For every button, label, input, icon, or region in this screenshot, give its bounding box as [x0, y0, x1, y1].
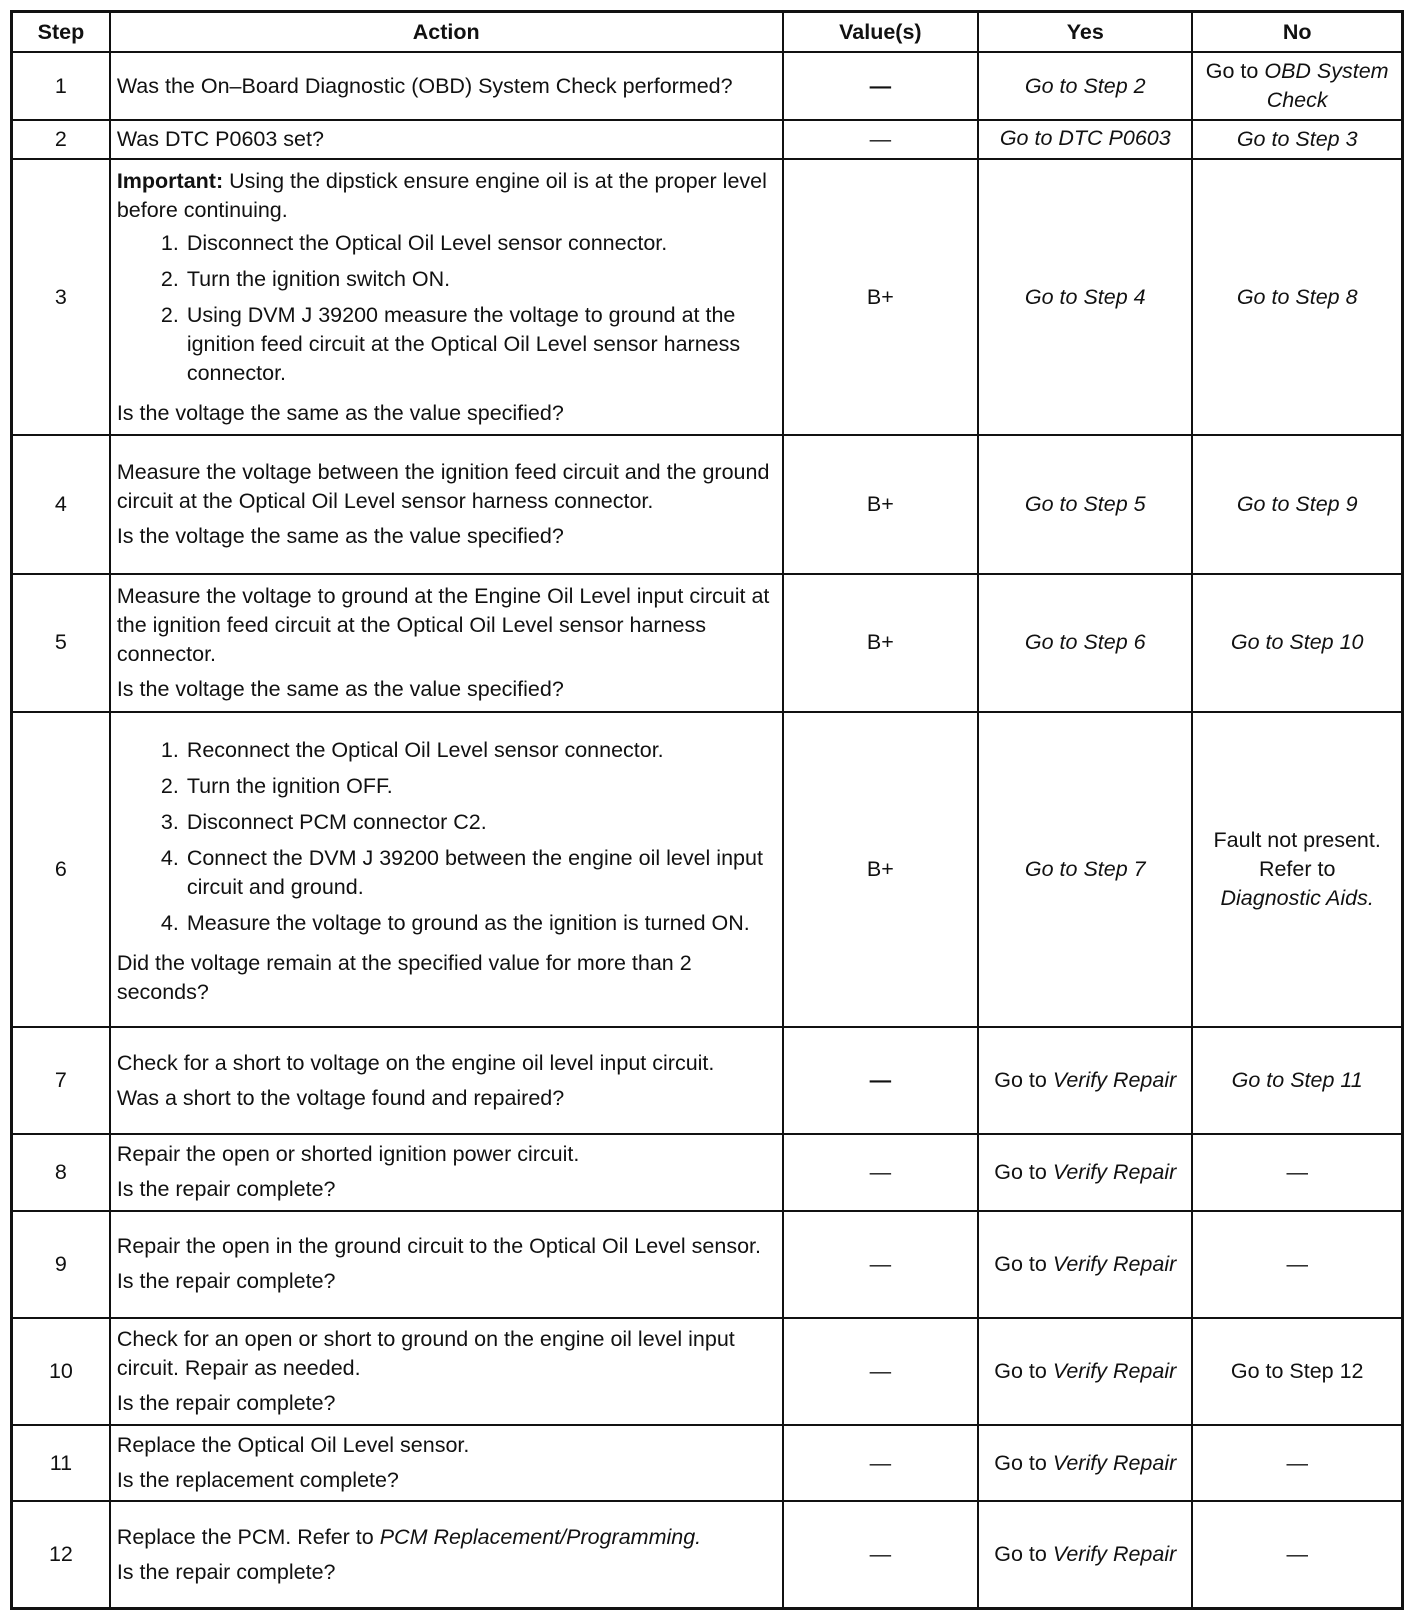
table-row: [12, 574, 1403, 712]
step-number: 2: [12, 120, 110, 159]
value-cell: —: [783, 1318, 979, 1425]
diagnostic-table: [10, 10, 1404, 1610]
step-number: 7: [12, 1027, 110, 1134]
yes-cell: [978, 52, 1192, 120]
no-link[interactable]: Go to Step 3: [1236, 127, 1358, 152]
list-item: 4. Measure the voltage to ground as the ignition is turned ON.: [160, 910, 750, 935]
sub-step-list: [117, 736, 776, 945]
yes-prefix: Go to: [994, 1542, 1047, 1567]
action-cell: [110, 1501, 783, 1608]
step-number: 1: [12, 52, 110, 120]
yes-cell: [978, 1211, 1192, 1318]
no-cell: [1192, 435, 1402, 573]
no-link[interactable]: Go to Step 10: [1230, 630, 1364, 655]
yes-cell: [978, 1134, 1192, 1210]
header-yes: Yes: [978, 12, 1192, 53]
action-cell: [110, 712, 783, 1027]
action-cell: [110, 1425, 783, 1501]
no-cell: [1192, 1027, 1402, 1134]
yes-cell: [978, 435, 1192, 573]
action-text: Measure the voltage between the ignition feed circuit and the ground circuit at the Optical Oil Level sensor harness connector.: [116, 460, 770, 513]
header-values: Value(s): [783, 12, 979, 53]
yes-link[interactable]: Verify Repair: [1052, 1159, 1177, 1184]
yes-link[interactable]: Go to Step 2: [1024, 73, 1146, 98]
no-link[interactable]: Go to Step 8: [1236, 284, 1358, 309]
list-item: 3. Disconnect PCM connector C2.: [160, 809, 487, 834]
question-text: Is the voltage the same as the value specified?: [116, 676, 564, 701]
table-row: [12, 1211, 1403, 1318]
yes-prefix: Go to: [994, 1450, 1047, 1475]
table-row: [12, 159, 1403, 435]
no-cell: [1192, 712, 1402, 1027]
yes-prefix: Go to: [994, 1068, 1047, 1093]
no-link[interactable]: OBD System Check: [1264, 59, 1389, 113]
value-cell: B+: [783, 712, 979, 1027]
header-action: Action: [110, 12, 783, 53]
action-text: Was DTC P0603 set?: [110, 120, 783, 159]
yes-cell: [978, 1318, 1192, 1425]
important-note: [117, 167, 776, 225]
yes-cell: [978, 1501, 1192, 1608]
yes-link[interactable]: Verify Repair: [1052, 1542, 1177, 1567]
yes-cell: [978, 159, 1192, 435]
no-fault-text: Fault not present.: [1213, 827, 1381, 852]
step-number: 8: [12, 1134, 110, 1210]
list-item: 1. Reconnect the Optical Oil Level sensor connector.: [160, 737, 664, 762]
table-row: [12, 712, 1403, 1027]
yes-cell: [978, 574, 1192, 712]
list-item: 2. Using DVM J 39200 measure the voltage to ground at the ignition feed circuit at the Optical Oil Level sensor harness connector.: [160, 302, 741, 385]
table-row: [12, 120, 1403, 159]
no-cell: [1192, 120, 1402, 159]
question-text: Is the voltage the same as the value specified?: [116, 524, 564, 548]
no-cell: —: [1192, 1501, 1402, 1608]
action-cell: [110, 1134, 783, 1210]
action-cell: [110, 574, 783, 712]
value-cell: —: [783, 1027, 979, 1134]
table-row: [12, 52, 1403, 120]
yes-cell: [978, 1425, 1192, 1501]
no-cell: [1192, 159, 1402, 435]
table-row: [12, 1425, 1403, 1501]
action-cell: [110, 159, 783, 435]
header-step: Step: [12, 12, 110, 53]
yes-link[interactable]: Verify Repair: [1052, 1358, 1177, 1383]
header-row: [12, 12, 1403, 53]
value-cell: B+: [783, 435, 979, 573]
yes-cell: [978, 712, 1192, 1027]
value-cell: —: [783, 1134, 979, 1210]
list-item: 4. Connect the DVM J 39200 between the engine oil level input circuit and ground.: [160, 845, 763, 899]
action-link[interactable]: PCM Replacement/Programming.: [379, 1524, 702, 1549]
action-cell: [110, 1027, 783, 1134]
yes-link[interactable]: Verify Repair: [1052, 1450, 1177, 1475]
yes-cell: [978, 120, 1192, 159]
action-text: Was the On–Board Diagnostic (OBD) System Check performed?: [110, 52, 783, 120]
action-cell: [110, 435, 783, 573]
action-text: Check for an open or short to ground on the engine oil level input circuit. Repair as needed.: [116, 1326, 735, 1380]
table-row: [12, 1134, 1403, 1210]
step-number: 3: [12, 159, 110, 435]
action-text: Check for a short to voltage on the engine oil level input circuit.: [116, 1050, 715, 1075]
no-refer-text: Refer to: [1258, 856, 1336, 881]
question-text: Is the repair complete?: [116, 1559, 336, 1584]
action-text: Repair the open or shorted ignition power circuit.: [116, 1142, 580, 1167]
important-label: Important:: [116, 168, 224, 193]
yes-link[interactable]: Go to Step 6: [1024, 630, 1146, 655]
no-cell: [1192, 574, 1402, 712]
action-cell: [110, 1318, 783, 1425]
value-cell: —: [783, 1501, 979, 1608]
question-text: Is the repair complete?: [116, 1269, 336, 1294]
no-cell[interactable]: Go to Step 12: [1192, 1318, 1402, 1425]
step-number: 12: [12, 1501, 110, 1608]
value-cell: B+: [783, 574, 979, 712]
step-number: 4: [12, 435, 110, 573]
list-item: 1. Disconnect the Optical Oil Level sensor connector.: [160, 230, 668, 255]
no-link[interactable]: Go to Step 11: [1231, 1068, 1363, 1093]
list-item: 2. Turn the ignition OFF.: [160, 773, 393, 798]
no-cell: [1192, 52, 1402, 120]
question-text: Is the replacement complete?: [116, 1468, 399, 1493]
no-link[interactable]: Go to Step 9: [1236, 492, 1358, 516]
yes-link[interactable]: Go to Step 4: [1024, 284, 1146, 309]
no-cell: —: [1192, 1211, 1402, 1318]
question-text: Is the repair complete?: [116, 1177, 336, 1202]
step-number: 6: [12, 712, 110, 1027]
yes-link[interactable]: Go to Step 7: [1024, 856, 1146, 881]
action-text: Repair the open in the ground circuit to the Optical Oil Level sensor.: [116, 1234, 761, 1259]
question-text: Was a short to the voltage found and repaired?: [116, 1085, 565, 1110]
yes-prefix: Go to: [994, 1251, 1047, 1276]
value-cell: B+: [783, 159, 979, 435]
yes-link[interactable]: Verify Repair: [1052, 1251, 1177, 1276]
action-text: Replace the Optical Oil Level sensor.: [116, 1433, 470, 1458]
header-no: No: [1192, 12, 1402, 53]
action-cell: [110, 1211, 783, 1318]
sub-step-list: [117, 229, 776, 395]
table-row: [12, 1501, 1403, 1608]
value-cell: —: [783, 120, 979, 159]
important-text: Using the dipstick ensure engine oil is at the proper level before continuing.: [116, 168, 767, 222]
yes-prefix: Go to: [994, 1159, 1047, 1184]
no-cell: —: [1192, 1134, 1402, 1210]
question-text: Is the voltage the same as the value specified?: [116, 400, 564, 425]
value-cell: —: [783, 52, 979, 120]
action-text: Measure the voltage to ground at the Engine Oil Level input circuit at the ignition feed circuit at the Optical Oil Level sensor harness connector.: [116, 583, 770, 666]
question-text: Is the repair complete?: [116, 1390, 336, 1415]
value-cell: —: [783, 1211, 979, 1318]
step-number: 5: [12, 574, 110, 712]
yes-link[interactable]: Go to Step 5: [1024, 492, 1146, 516]
yes-cell: [978, 1027, 1192, 1134]
value-cell: —: [783, 1425, 979, 1501]
yes-link[interactable]: Verify Repair: [1052, 1068, 1177, 1093]
table-row: [12, 435, 1403, 573]
list-item: 2. Turn the ignition switch ON.: [160, 266, 451, 291]
action-text: Replace the PCM. Refer to PCM Replacement/Programming.: [116, 1524, 702, 1549]
step-number: 10: [12, 1318, 110, 1425]
step-number: 11: [12, 1425, 110, 1501]
question-text: Did the voltage remain at the specified value for more than 2 seconds?: [116, 950, 692, 1004]
no-cell: —: [1192, 1425, 1402, 1501]
no-link[interactable]: Diagnostic Aids.: [1220, 885, 1374, 910]
table-row: [12, 1027, 1403, 1134]
yes-prefix: Go to: [994, 1358, 1047, 1383]
table-row: [12, 1318, 1403, 1425]
yes-link[interactable]: Go to DTC P0603: [999, 126, 1171, 151]
no-prefix: Go to OBD System Check: [1205, 59, 1389, 113]
step-number: 9: [12, 1211, 110, 1318]
